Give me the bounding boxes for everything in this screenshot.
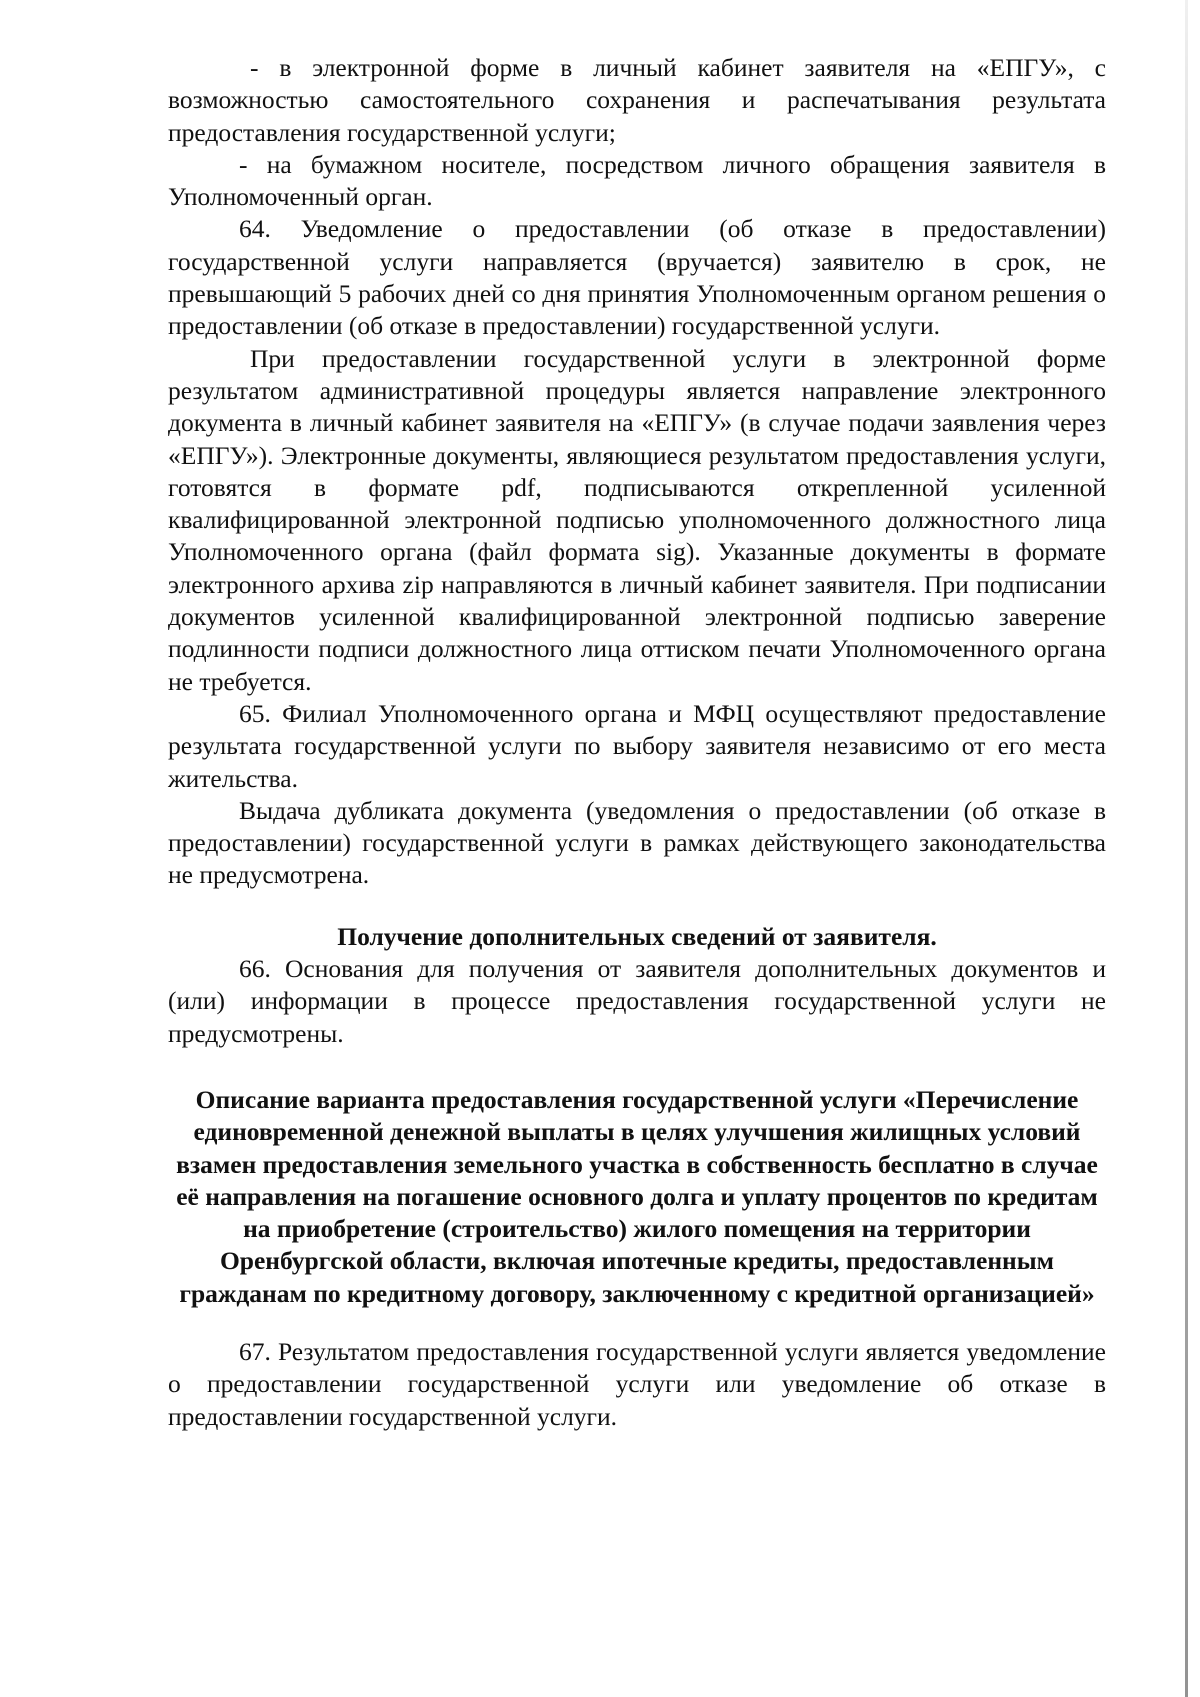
paragraph-65: 65. Филиал Уполномоченного органа и МФЦ осуществляют предоставление результата государственной услуги по выбору заявителя независимо от его места жительства. xyxy=(168,698,1106,793)
scan-edge-shadow xyxy=(1185,0,1188,1697)
section-heading-service-variant: Описание варианта предоставления государственной услуги «Перечисление единовременной денежной выплаты в целях улучшения жилищных условий взамен предоставления земельного участка в собственность бесплатно в случае её направления на погашение основного долга и уплату процентов по кредитам на приобретение (строительство) жилого помещения на территории Оренбургской области, включая ипотечные кредиты, предоставленным гражданам по кредитному договору, заключенному с кредитной организацией» xyxy=(176,1084,1098,1308)
paragraph-64: 64. Уведомление о предоставлении (об отказе в предоставлении) государственной услуги направляется (вручается) заявителю в срок, не превышающий 5 рабочих дней со дня принятия Уполномоченным органом решения о предоставлении (об отказе в предоставлении) государственной услуги. xyxy=(168,214,1106,341)
section-heading-additional-info: Получение дополнительных сведений от заявителя. xyxy=(337,921,937,951)
paragraph-66: 66. Основания для получения от заявителя дополнительных документов и (или) информации в процессе предоставления государственной услуги не предусмотрены. xyxy=(168,954,1106,1048)
paragraph-67: 67. Результатом предоставления государственной услуги является уведомление о предоставлении государственной услуги или уведомление об отказе в предоставлении государственной услуги. xyxy=(168,1336,1106,1431)
paragraph-duplicate: Выдача дубликата документа (уведомления о предоставлении (об отказе в предоставлении) государственной услуги в рамках действующего законодательства не предусмотрена. xyxy=(168,795,1106,890)
document-body xyxy=(168,52,1106,1433)
paragraph-electronic-result: При предоставлении государственной услуги в электронной форме результатом административной процедуры является направление электронного документа в личный кабинет заявителя на «ЕПГУ» (в случае подачи заявления через «ЕПГУ»). Электронные документы, являющиеся результатом предоставления услуги, готовятся в формате pdf, подписываются открепленной усиленной квалифицированной электронной подписью уполномоченного должностного лица Уполномоченного органа (файл формата sig). Указанные документы в формате электронного архива zip направляются в личный кабинет заявителя. При подписании документов усиленной квалифицированной электронной подписью заверение подлинности подписи должностного лица оттиском печати Уполномоченного органа не требуется. xyxy=(168,343,1106,696)
paragraph-electronic-form: - в электронной форме в личный кабинет заявителя на «ЕПГУ», с возможностью самостоятельного сохранения и распечатывания результата предоставления государственной услуги; xyxy=(168,53,1106,147)
paragraph-paper-form: - на бумажном носителе, посредством личного обращения заявителя в Уполномоченный орган. xyxy=(168,149,1106,212)
